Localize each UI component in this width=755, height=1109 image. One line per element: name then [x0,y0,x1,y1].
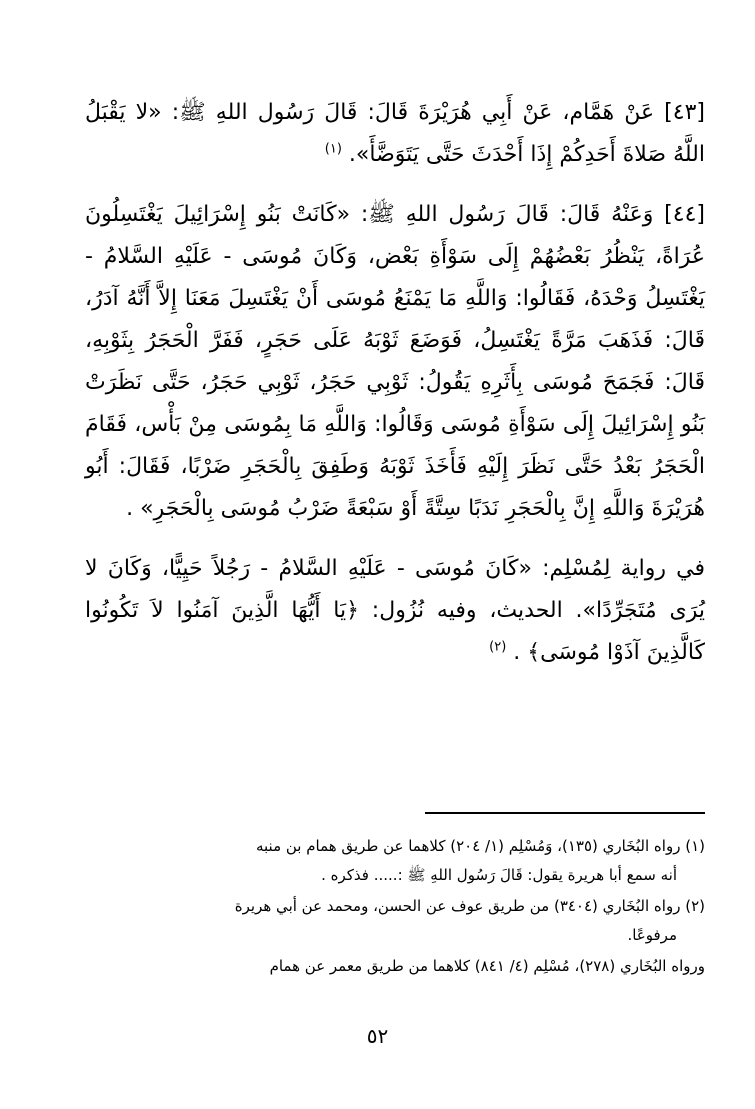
muslim-narration-text: في رواية لِمُسْلِم: «كَانَ مُوسَى - عَلَيْهِ السَّلامُ - رَجُلاً حَيِيًّا، وَكَانَ لا يُرَى مُتَجَرِّدًا». الحديث، وفيه نُزُول: ﴿يَا أَيُّهَا الَّذِينَ آمَنُوا لاَ تَكُونُوا كَالَّذِينَ آذَوْا مُوسَى﴾ . [85,556,705,665]
footnote-2 [90,892,705,950]
hadith-43-paragraph [85,92,705,176]
hadith-43-text: [٤٣] عَنْ هَمَّام، عَنْ أَبِي هُرَيْرَةَ قَالَ: قَالَ رَسُول اللهِ ﷺ: «لا يَقْبَلُ اللَّهُ صَلاةَ أَحَدِكُمْ إِذَا أَحْدَثَ حَتَّى يَتَوَضَّأَ». [85,100,705,167]
footnote-2-continuation: مرفوعًا. [627,926,677,944]
footnote-1-continuation: أنه سمع أبا هريرة يقول: قَالَ رَسُول اللهِ ﷺ :..... فذكره . [321,866,677,884]
footnote-1-text: (١) رواه البُخَاري (١٣٥)، وَمُسْلِم (١/ ٢٠٤) كلاهما عن طريق همام بن منبه [255,837,705,855]
muslim-narration-paragraph [85,548,705,674]
page-number: ٥٢ [366,1024,389,1048]
footnote-ref-2[interactable]: (٢) [489,639,507,655]
footnote-2-text: (٢) رواه البُخَاري (٣٤٠٤) من طريق عوف عن الحسن، ومحمد عن أبي هريرة [234,897,705,915]
hadith-44-paragraph [85,194,705,530]
footnote-divider [425,812,705,814]
hadith-44-text: [٤٤] وَعَنْهُ قَالَ: قَالَ رَسُول اللهِ ﷺ: «كَانَتْ بَنُو إِسْرَائِيلَ يَغْتَسِلُونَ عُرَاةً، يَنْظُرُ بَعْضُهُمْ إِلَى سَوْأَةِ بَعْض، وَكَانَ مُوسَى - عَلَيْهِ السَّلامُ - يَغْتَسِلُ وَحْدَهُ، فَقَالُوا: وَاللَّهِ مَا يَمْنَعُ مُوسَى أَنْ يَغْتَسِلَ مَعَنَا إِلاَّ أَنَّهُ آدَرُ، قَالَ: فَذَهَبَ مَرَّةً يَغْتَسِلُ، فَوَضَعَ ثَوْبَهُ عَلَى حَجَرٍ، فَفَرَّ الْحَجَرُ بِثَوْبِهِ، قَالَ: فَجَمَحَ مُوسَى بِأَثَرِهِ يَقُولُ: ثَوْبِي حَجَرُ، ثَوْبِي حَجَرُ، حَتَّى نَظَرَتْ بَنُو إِسْرَائِيلَ إِلَى سَوْأَةِ مُوسَى وَقَالُوا: وَاللَّهِ مَا بِمُوسَى مِنْ بَأْس، فَقَامَ الْحَجَرُ بَعْدُ حَتَّى نَظَرَ إِلَيْهِ فَأَخَذَ ثَوْبَهُ وَطَفِقَ بِالْحَجَرِ ضَرْبًا، فَقَالَ: أَبُو هُرَيْرَةَ وَاللَّهِ إِنَّ بِالْحَجَرِ نَدَبًا سِتَّةً أَوْ سَبْعَةً ضَرْبُ مُوسَى بِالْحَجَرِ» . [85,202,705,521]
footnote-ref-1[interactable]: (١) [324,141,342,157]
main-text [85,92,705,674]
footnote-1 [90,832,705,890]
footnote-2-additional [90,952,705,981]
footnotes [90,832,705,983]
footnote-2-additional-text: ورواه البُخَاري (٢٧٨)، مُسْلِم (٤/ ٨٤١) كلاهما من طريق معمر عن همام [269,957,705,975]
